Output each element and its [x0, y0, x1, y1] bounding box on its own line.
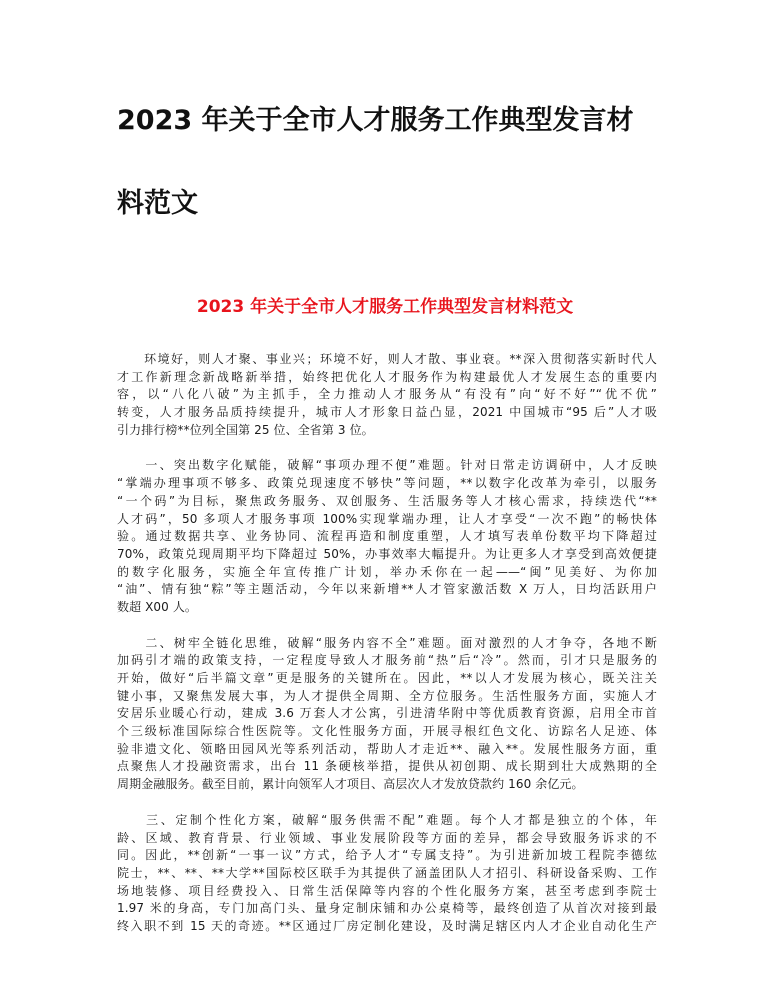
text-line: 的数字化服务，实施全年宣传推广计划，举办禾你在一起——“闽”见美好、为你加	[117, 564, 657, 579]
document-subtitle: 2023 年关于全市人才服务工作典型发言材料范文	[196, 297, 574, 317]
text-line: 终入职不到 15 天的奇迹。**区通过厂房定制化建设，及时满足辖区内人才企业自动化生产	[117, 918, 657, 933]
document-body	[117, 351, 657, 954]
text-line: 验。通过数据共享、业务协同、流程再造和制度重塑，人才填写表单份数平均下降超过	[117, 529, 657, 544]
text-line: 一、突出数字化赋能，破解“事项办理不便”难题。针对日常走访调研中，人才反映	[117, 458, 657, 473]
paragraph-section-2	[117, 635, 657, 794]
text-line: 引力排行榜**位列全国第 25 位、全省第 3 位。	[117, 422, 374, 437]
text-line: “油”、情有独“粽”等主题活动，今年以来新增**人才管家激活数 X 万人，日均活跃用户	[117, 582, 657, 597]
text-line: 才工作新理念新战略新举措，始终把优化人才服务作为构建最优人才发展生态的重要内	[117, 369, 657, 384]
paragraph-section-1	[117, 457, 657, 616]
text-line: 个三级标准国际综合性医院等。文化性服务方面，开展寻根红色文化、访踪名人足迹、体	[117, 724, 657, 739]
paragraph-section-3	[117, 812, 657, 936]
text-line: 龄、区域、教育背景、行业领域、事业发展阶段等方面的差异，都会导致服务诉求的不	[117, 830, 657, 845]
document-title-line-2: 料范文	[117, 188, 198, 219]
text-line: 同。因此，**创新“一事一议”方式，给予人才“专属支持”。为引进新加坡工程院李德纮	[117, 848, 657, 863]
text-line: 1.97 米的身高，专门加高门头、量身定制床铺和办公桌椅等，最终创造了从首次对接到最	[117, 901, 657, 916]
text-line: 环境好，则人才聚、事业兴；环境不好，则人才散、事业衰。**深入贯彻落实新时代人	[117, 352, 657, 366]
text-line: 安居乐业暖心行动，建成 3.6 万套人才公寓，引进清华附中等优质教育资源，启用全市首	[117, 706, 657, 721]
text-line: 转变，人才服务品质持续提升，城市人才形象日益凸显，2021 中国城市“95 后”人才吸	[117, 405, 657, 420]
text-line: 周期金融服务。截至目前，累计向领军人才项目、高层次人才发放贷款约 160 余亿元。	[117, 777, 584, 792]
text-line: “掌端办理事项不够多、政策兑现速度不够快”等问题，**以数字化改革为牵引，以服务	[117, 476, 657, 491]
text-line: 验非遗文化、领略田园风光等系列活动，帮助人才走近**、融入**。发展性服务方面，重	[117, 741, 657, 756]
text-line: 人才码”，50 多项人才服务事项 100%实现掌端办理，让人才享受“一次不跑”的畅快体	[117, 511, 657, 526]
text-line: 容，以“八化八破”为主抓手，全力推动人才服务从“有没有”向“好不好”“优不优”	[117, 387, 657, 402]
text-line: 加码引才端的政策支持，一定程度导致人才服务前“热”后“冷”。然而，引才只是服务的	[117, 653, 657, 668]
text-line: 点聚焦人才投融资需求，出台 11 条硬核举措，提供从初创期、成长期到壮大成熟期的全	[117, 759, 657, 774]
text-line: 三、定制个性化方案，破解“服务供需不配”难题。每个人才都是独立的个体，年	[117, 812, 657, 827]
text-line: “一个码”为目标，聚焦政务服务、双创服务、生活服务等人才核心需求，持续迭代“**	[117, 493, 657, 508]
text-line: 场地装修、项目经费投入、日常生活保障等内容的个性化服务方案，甚至考虑到李院士	[117, 883, 657, 898]
text-line: 二、树牢全链化思维，破解“服务内容不全”难题。面对激烈的人才争夺，各地不断	[117, 635, 657, 650]
text-line: 70%，政策兑现周期平均下降超过 50%，办事效率大幅提升。为让更多人才享受到高效便捷	[117, 546, 657, 561]
text-line: 键小事，又聚焦发展大事，为人才提供全周期、全方位服务。生活性服务方面，实施人才	[117, 688, 657, 703]
paragraph-intro	[117, 351, 657, 439]
document-title-line-1: 2023 年关于全市人才服务工作典型发言材	[117, 105, 634, 136]
text-line: 院士，**、**、**大学**国际校区联手为其提供了涵盖团队人才招引、科研设备采购、工作	[117, 865, 657, 880]
text-line: 开始，做好“后半篇文章”更是服务的关键所在。因此，**以人才发展为核心，既关注关	[117, 671, 657, 685]
text-line: 数超 X00 人。	[117, 599, 198, 614]
